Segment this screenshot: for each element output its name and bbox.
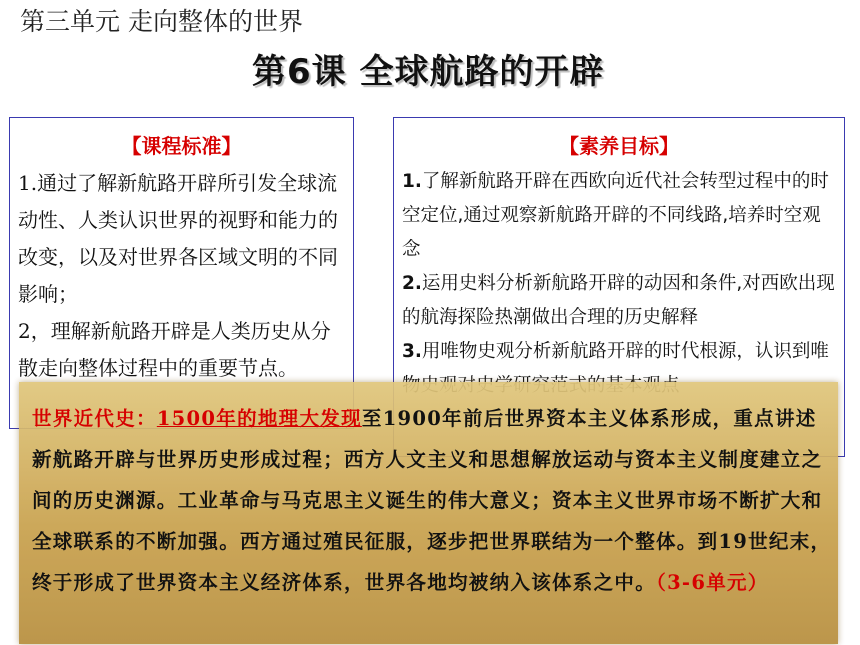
overview-text [32,398,837,603]
curriculum-standard-line-2: 2，理解新航路开辟是人类历史从分散走向整体过程中的重要节点。 [18,319,331,380]
goal-number: 2. [402,273,422,294]
goal-text: 了解新航路开辟在西欧向近代社会转型过程中的时空定位,通过观察新航路开辟的不同线路,培养时空观念 [402,171,829,260]
unit-title: 第三单元 走向整体的世界 [20,7,303,36]
goal-text: 用唯物史观分析新航路开辟的时代根源，认识到唯 [421,341,829,362]
curriculum-standard-heading: 【课程标准】 [121,134,242,158]
goal-text: 运用史料分析新航路开辟的动因和条件,对西欧出现的航海探险热潮做出合理的历史解释 [402,273,835,328]
literacy-goal-item [402,267,836,335]
curriculum-standard-body [10,165,353,387]
goal-number: 1. [402,171,422,192]
overview-body: 至1900年前后世界资本主义体系形成，重点讲述新航路开辟与世界历史形成过程；西方人文主义和思想解放运动与资本主义制度建立之间的历史渊源。工业革命与马克思主义诞生的伟大意义；资本主义世界市场不断扩大和全球联系的不断加强。西方通过殖民征服，逐步把世界联结为一个整体。到19世纪末，终于形成了世界资本主义经济体系，世界各地均被纳入该体系之中。 [32,407,832,594]
overview-highlight: 1500年的地理大发现 [156,407,362,430]
goal-number: 3. [402,341,422,362]
overview-unit-tag: （3-6单元） [656,571,769,594]
literacy-goals-heading: 【素养目标】 [559,134,679,158]
overview-label: 世界近代史： [32,407,157,430]
literacy-goals-body [394,165,844,403]
lesson-title: 第6课 全球航路的开辟 [252,52,605,92]
curriculum-standard-line-1: 1.通过了解新航路开辟所引发全球流动性、人类认识世界的视野和能力的改变，以及对世界各区域文明的不同影响； [18,171,338,306]
literacy-goal-item [402,165,836,267]
